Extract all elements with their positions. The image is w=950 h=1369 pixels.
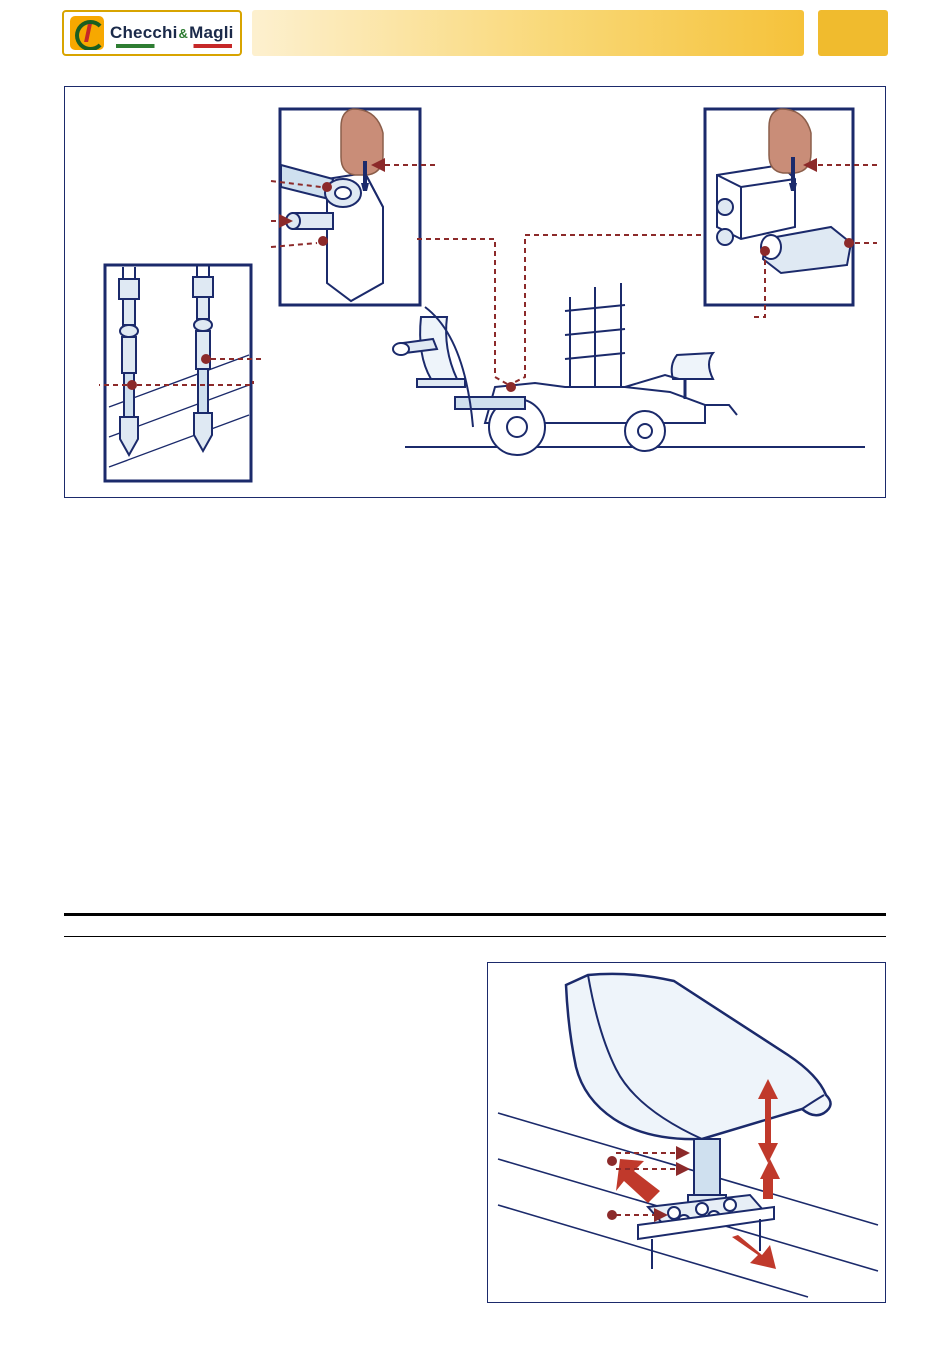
seat-height-arrow bbox=[758, 1079, 780, 1199]
seat-adjustment-figure bbox=[487, 962, 886, 1303]
machine-side-view bbox=[393, 283, 865, 455]
brand-name-second: Magli bbox=[189, 23, 234, 42]
brand-name-first: Checchi bbox=[110, 23, 178, 42]
header-banner bbox=[252, 10, 804, 56]
cm-monogram-icon bbox=[70, 16, 104, 50]
page-header bbox=[0, 0, 950, 70]
transplanter-adjustment-figure bbox=[64, 86, 886, 498]
section-divider-thin bbox=[64, 936, 886, 937]
header-corner-tab bbox=[818, 10, 888, 56]
brand-name-amp: & bbox=[178, 26, 189, 41]
seat-shell bbox=[566, 974, 831, 1139]
callout-dot-turnbuckle-right bbox=[201, 354, 211, 364]
turnbuckle-detail bbox=[99, 265, 265, 481]
seat-mounting-plate bbox=[638, 1195, 774, 1269]
callout-dot-turnbuckle-left bbox=[127, 380, 137, 390]
brand-name bbox=[110, 23, 234, 43]
hitch-pin-detail bbox=[509, 109, 877, 385]
italian-flag-icon bbox=[116, 44, 232, 48]
brand-logo bbox=[62, 10, 242, 56]
section-divider-thick bbox=[64, 913, 886, 916]
